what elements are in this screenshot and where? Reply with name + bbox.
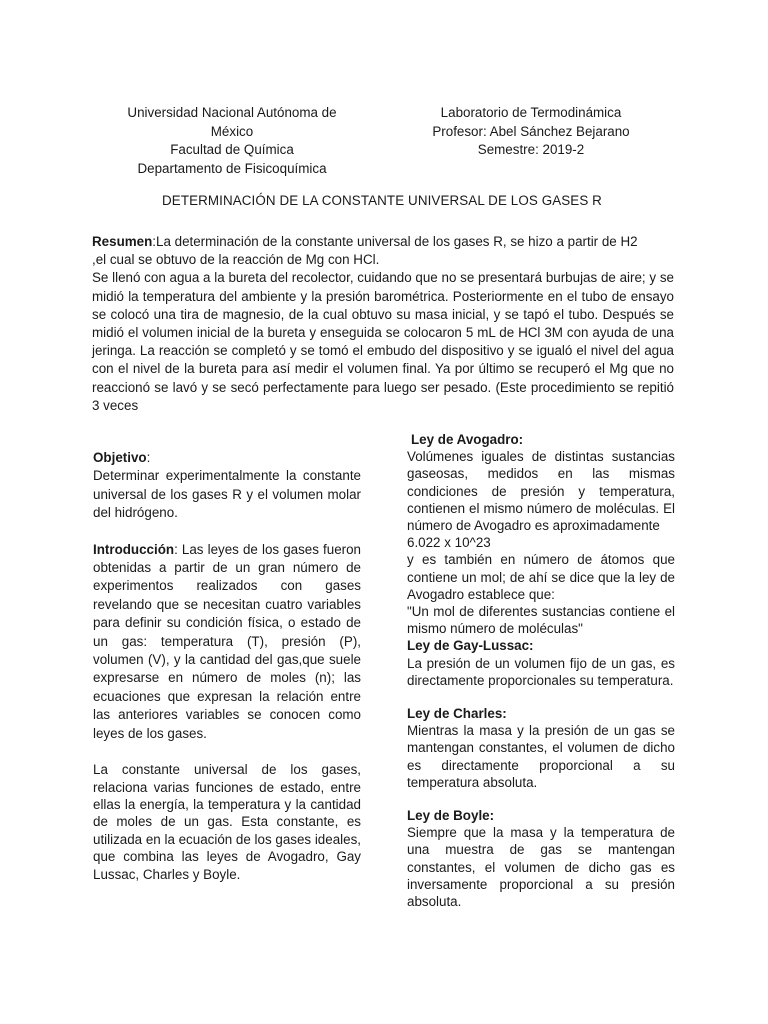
department-name: Departamento de Fisicoquímica <box>137 160 327 176</box>
constante-text: La constante universal de los gases, relaciona varias funciones de estado, entre ellas la energía, la temperatura y la cantidad de moles de un gas. Esta constante, es utilizada en la ecuación de los gases ideales, que combina las leyes de Avogadro, Gay Lussac, Charles y Boyle. <box>93 762 361 882</box>
boyle-text: Siempre que la masa y la temperatura de una muestra de gas se mantengan constantes, el volumen de dicho gas es inversamente proporcional a su presión absoluta. <box>407 825 675 910</box>
university-country: México <box>210 123 254 139</box>
university-name: Universidad Nacional Autónoma de <box>127 105 337 120</box>
resumen-body: Se llenó con agua a la bureta del recolector, cuidando que no se presentará burbujas de aire; y se midió la temperatura del ambiente y la presión barométrica. Posteriormente en el tubo de ensayo se colocó una tira de magnesio, de la cual obtuvo su masa inicial, y se tapó el tubo. Después se midió el volumen inicial de la bureta y enseguida se colocaron 5 mL de HCl 3M con ayuda de una jeringa. La reacción se completó y se tomó el embudo del dispositivo y se igualó el nivel del agua con el nivel de la bureta para así medir el volumen final. Ya por último se recuperó el Mg que no reaccionó se lavó y se secó perfectamente para luego ser pesado. (Este procedimiento se repitió 3 veces <box>92 270 674 413</box>
left-column <box>93 449 361 883</box>
avogadro-text-2: y es también en número de átomos que contiene un mol; de ahí se dice que la ley de Avogadro establece que: <box>407 552 675 602</box>
right-column <box>407 431 675 910</box>
resumen-section <box>92 233 674 415</box>
course-header <box>420 104 642 160</box>
avogadro-quote: "Un mol de diferentes sustancias contiene el mismo número de moléculas" <box>407 604 675 637</box>
avogadro-number: 6.022 x 10^23 <box>407 535 491 551</box>
charles-title: Ley de Charles: <box>407 706 507 722</box>
resumen-label: Resumen <box>92 234 153 249</box>
semester: Semestre: 2019-2 <box>477 142 585 158</box>
charles-text: Mientras la masa y la presión de un gas se mantengan constantes, el volumen de dicho es directamente proporcional a su temperatura absoluta. <box>407 723 675 790</box>
objetivo-text: Determinar experimentalmente la constante universal de los gases R y el volumen molar del hidrógeno. <box>93 468 361 521</box>
avogadro-title: Ley de Avogadro: <box>411 432 524 447</box>
gay-lussac-title: Ley de Gay-Lussac: <box>407 638 534 654</box>
objetivo-label: Objetivo <box>93 450 147 465</box>
lab-name: Laboratorio de Termodinámica <box>440 105 622 120</box>
avogadro-text: Volúmenes iguales de distintas sustancias gaseosas, medidos en las mismas condiciones de presión y temperatura, contienen el mismo número de moléculas. El número de Avogadro es aproximadamente <box>407 449 675 534</box>
gay-lussac-text: La presión de un volumen fijo de un gas, es directamente proporcionales su temperatura. <box>407 655 675 688</box>
objetivo-colon: : <box>146 450 151 465</box>
resumen-line-1: :La determinación de la constante universal de los gases R, se hizo a partir de H2 <box>152 234 638 249</box>
faculty-name: Facultad de Química <box>170 142 294 158</box>
introduccion-text: : Las leyes de los gases fueron obtenidas a partir de un gran número de experimentos realizados con gases revelando que se necesitan cuatro variables para definir su condición física, o estado de un gas: temperatura (T), presión (P), volumen (V), y la cantidad del gas,que suele expresarse en número de moles (n); las ecuaciones que expresan la relación entre las anteriores variables se conocen como leyes de los gases. <box>93 541 361 741</box>
introduccion-label: Introducción <box>93 541 175 557</box>
institution-header <box>100 104 364 178</box>
document-title: DETERMINACIÓN DE LA CONSTANTE UNIVERSAL DE LOS GASES R <box>162 193 602 208</box>
professor-name: Profesor: Abel Sánchez Bejarano <box>432 123 630 139</box>
resumen-line-2: ,el cual se obtuvo de la reacción de Mg con HCl. <box>92 252 380 268</box>
boyle-title: Ley de Boyle: <box>407 808 495 824</box>
